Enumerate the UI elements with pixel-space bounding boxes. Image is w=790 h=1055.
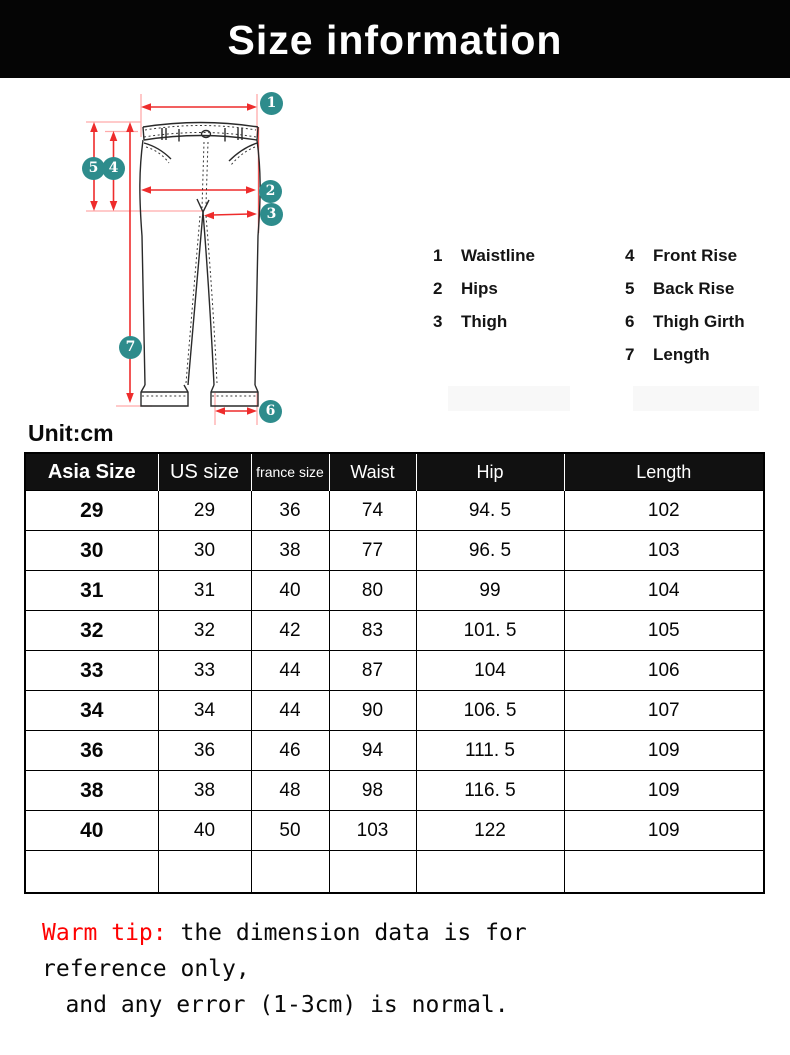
cell-asia-size: 31	[25, 571, 158, 611]
legend-column-2	[625, 239, 745, 371]
cell-france-size: 38	[251, 531, 329, 571]
cell-us-size: 33	[158, 651, 251, 691]
cell-france-size: 40	[251, 571, 329, 611]
pants-stitching	[142, 126, 257, 397]
legend-number: 2	[433, 278, 443, 298]
warm-tip-label: Warm tip:	[42, 920, 167, 946]
cell-france-size: 48	[251, 771, 329, 811]
legend-number: 1	[433, 245, 443, 265]
table-row	[25, 571, 764, 611]
cell-waist: 77	[329, 531, 416, 571]
cell-us-size: 38	[158, 771, 251, 811]
cell-hip: 106. 5	[416, 691, 564, 731]
table-row	[25, 771, 764, 811]
legend-number: 7	[625, 344, 635, 364]
cell-hip: 99	[416, 571, 564, 611]
cell-us-size: 34	[158, 691, 251, 731]
cell-asia-size: 32	[25, 611, 158, 651]
warm-tip-text-1: the dimension data is for reference only,	[42, 920, 527, 982]
page-title: Size information	[227, 17, 563, 63]
cell-length: 106	[564, 651, 764, 691]
table-row	[25, 491, 764, 531]
cell-us-size: 30	[158, 531, 251, 571]
cell-empty	[251, 851, 329, 894]
warm-tip-line-2: and any error (1-3cm) is normal.	[65, 992, 509, 1018]
legend-item-waistline	[433, 239, 535, 272]
legend-label: Hips	[461, 278, 498, 298]
col-header-france-size: france size	[251, 453, 329, 491]
cell-hip: 122	[416, 811, 564, 851]
cell-hip: 94. 5	[416, 491, 564, 531]
cell-length: 105	[564, 611, 764, 651]
legend-label: Waistline	[461, 245, 535, 265]
legend-number: 5	[625, 278, 635, 298]
cell-asia-size: 34	[25, 691, 158, 731]
cell-asia-size: 36	[25, 731, 158, 771]
cell-france-size: 42	[251, 611, 329, 651]
legend-label: Front Rise	[653, 245, 738, 265]
legend-label: Thigh Girth	[653, 311, 745, 331]
cell-waist: 98	[329, 771, 416, 811]
cell-france-size: 46	[251, 731, 329, 771]
cell-waist: 94	[329, 731, 416, 771]
legend-item-thigh	[433, 305, 535, 338]
table-row	[25, 651, 764, 691]
cell-us-size: 31	[158, 571, 251, 611]
cell-waist: 74	[329, 491, 416, 531]
cell-length: 109	[564, 771, 764, 811]
cell-france-size: 50	[251, 811, 329, 851]
table-row	[25, 691, 764, 731]
cell-length: 102	[564, 491, 764, 531]
cell-empty	[25, 851, 158, 894]
cell-france-size: 36	[251, 491, 329, 531]
cell-empty	[564, 851, 764, 894]
cell-length: 109	[564, 731, 764, 771]
legend-label: Thigh	[461, 311, 508, 331]
pants-outline	[140, 123, 260, 407]
cell-france-size: 44	[251, 691, 329, 731]
cell-asia-size: 38	[25, 771, 158, 811]
legend-item-thigh-girth	[625, 305, 745, 338]
table-row-empty	[25, 851, 764, 894]
cell-waist: 83	[329, 611, 416, 651]
cell-hip: 96. 5	[416, 531, 564, 571]
cell-length: 109	[564, 811, 764, 851]
col-header-length: Length	[564, 453, 764, 491]
guide-lines	[86, 94, 259, 425]
legend-label: Back Rise	[653, 278, 735, 298]
measurement-arrows	[90, 103, 257, 415]
marker-3-thigh: 3	[260, 203, 283, 226]
cell-empty	[416, 851, 564, 894]
table-row	[25, 731, 764, 771]
legend-column-1	[433, 239, 535, 338]
cell-length: 103	[564, 531, 764, 571]
cell-hip: 116. 5	[416, 771, 564, 811]
marker-7-length: 7	[119, 336, 142, 359]
cell-length: 107	[564, 691, 764, 731]
cell-waist: 90	[329, 691, 416, 731]
legend-number: 3	[433, 311, 443, 331]
faded-watermark-box	[448, 386, 570, 411]
table-row	[25, 531, 764, 571]
table-header-row	[25, 453, 764, 491]
table-row	[25, 611, 764, 651]
col-header-us-size: US size	[158, 453, 251, 491]
legend-item-front-rise	[625, 239, 745, 272]
legend-label: Length	[653, 344, 710, 364]
marker-5-back-rise: 5	[82, 157, 105, 180]
cell-asia-size: 30	[25, 531, 158, 571]
marker-2-hips: 2	[259, 180, 282, 203]
cell-us-size: 36	[158, 731, 251, 771]
size-table	[24, 452, 765, 894]
marker-4-front-rise: 4	[102, 157, 125, 180]
faded-watermark-box	[633, 386, 759, 411]
cell-us-size: 29	[158, 491, 251, 531]
cell-hip: 101. 5	[416, 611, 564, 651]
cell-empty	[158, 851, 251, 894]
cell-us-size: 40	[158, 811, 251, 851]
cell-asia-size: 40	[25, 811, 158, 851]
legend-item-hips	[433, 272, 535, 305]
marker-6-thigh-girth: 6	[259, 400, 282, 423]
cell-waist: 87	[329, 651, 416, 691]
col-header-hip: Hip	[416, 453, 564, 491]
legend-item-length	[625, 338, 745, 371]
cell-asia-size: 29	[25, 491, 158, 531]
cell-hip: 104	[416, 651, 564, 691]
cell-asia-size: 33	[25, 651, 158, 691]
marker-1-waistline: 1	[260, 92, 283, 115]
cell-length: 104	[564, 571, 764, 611]
warm-tip-line-1	[42, 915, 532, 987]
cell-us-size: 32	[158, 611, 251, 651]
title-bar	[0, 0, 790, 78]
warm-tip	[42, 915, 532, 1023]
legend-number: 6	[625, 311, 635, 331]
col-header-waist: Waist	[329, 453, 416, 491]
cell-hip: 111. 5	[416, 731, 564, 771]
table-row	[25, 811, 764, 851]
cell-waist: 80	[329, 571, 416, 611]
cell-france-size: 44	[251, 651, 329, 691]
unit-label: Unit:cm	[28, 420, 114, 446]
legend-number: 4	[625, 245, 635, 265]
cell-empty	[329, 851, 416, 894]
legend-item-back-rise	[625, 272, 745, 305]
col-header-asia-size: Asia Size	[25, 453, 158, 491]
cell-waist: 103	[329, 811, 416, 851]
